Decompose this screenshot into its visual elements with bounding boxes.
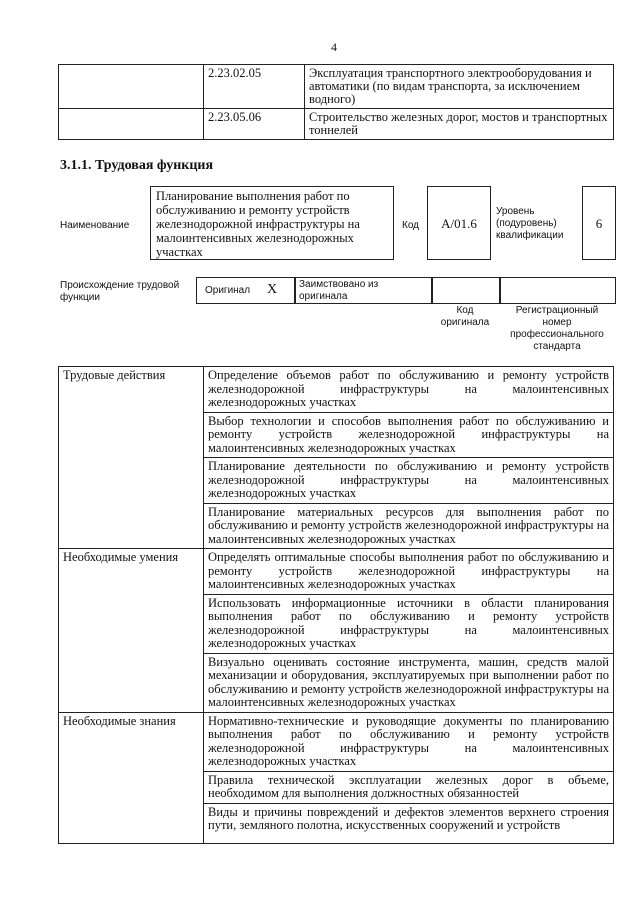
code-value: A/01.6 [441,216,477,231]
list-item: Нормативно-технические и руководящие документы по планированию выполнения работ по обслуживанию и ремонту устройств железнодорожной инфраструктуры на малоинтенсивных железнодорожных участках [204,712,614,771]
name-cell: Эксплуатация транспортного электрооборудования и автоматики (по видам транспорта, за исключением водного) [305,65,614,109]
list-item: Определение объемов работ по обслуживанию и ремонту устройств железнодорожной инфраструктуры на малоинтенсивных железнодорожных участках [204,367,614,413]
code-cell: 2.23.02.05 [204,65,305,109]
code-caption: Код оригинала [440,305,490,328]
level-value: 6 [595,216,603,231]
table-row [59,549,614,595]
section-label: Трудовые действия [59,367,204,549]
level-box [582,186,616,260]
section-label: Необходимые знания [59,712,204,843]
list-item: Визуально оценивать состояние инструмента, машин, средств малой механизации и оборудования, эксплуатируемых при выполнении работ по обслуживанию и ремонту устройств железнодорожной инфраструктуры на малоинтенсивных железнодорожных участках [204,653,614,712]
function-name: Планирование выполнения работ по обслуживанию и ремонту устройств железнодорожной инфраструктуры на малоинтенсивных железнодорожных участках [156,189,360,259]
section-label: Необходимые умения [59,549,204,713]
page-number: 4 [331,40,337,54]
list-item: Планирование материальных ресурсов для выполнения работ по обслуживанию и ремонту устройств железнодорожной инфраструктуры на малоинтенсивных железнодорожных участках [204,503,614,549]
codes-table [58,64,614,140]
name-cell: Строительство железных дорог, мостов и транспортных тоннелей [305,109,614,140]
table-row [59,65,614,109]
function-details-table [58,366,614,844]
name-label: Наименование [60,220,130,231]
origin-label: Происхождение трудовой функции [60,280,180,303]
list-item: Выбор технологии и способов выполнения работ по обслуживанию и ремонту устройств железнодорожной инфраструктуры на малоинтенсивных железнодорожных участках [204,412,614,458]
level-label: Уровень (подуровень) квалификации [496,206,564,241]
reg-number-box [499,277,616,304]
table-row [59,712,614,771]
list-item: Планирование деятельности по обслуживанию и ремонту устройств железнодорожной инфраструктуры на малоинтенсивных железнодорожных участках [204,458,614,504]
function-name-box [150,186,394,260]
original-code-box [431,277,501,304]
table-row [59,109,614,140]
section-heading: 3.1.1. Трудовая функция [60,158,214,173]
code-label: Код [402,220,420,231]
code-cell: 2.23.05.06 [204,109,305,140]
original-label: Оригинал [205,285,251,296]
borrowed-label: Заимствовано из оригинала [299,279,379,302]
original-mark: X [267,282,278,297]
reg-caption: Регистрационный номер профессионального стандарта [510,305,604,352]
table-row [59,367,614,413]
code-box [427,186,491,260]
original-box [196,277,296,304]
list-item: Определять оптимальные способы выполнения работ по обслуживанию и ремонту устройств железнодорожной инфраструктуры на малоинтенсивных железнодорожных участках [204,549,614,595]
list-item: Правила технической эксплуатации железных дорог в объеме, необходимом для выполнения должностных обязанностей [204,771,614,803]
list-item: Использовать информационные источники в области планирования выполнения работ по обслуживанию и ремонту устройств железнодорожной инфраструктуры на малоинтенсивных железнодорожных участках [204,594,614,653]
list-item: Виды и причины повреждений и дефектов элементов верхнего строения пути, земляного полотна, искусственных сооружений и устройств [204,803,614,843]
borrowed-box [294,277,433,304]
